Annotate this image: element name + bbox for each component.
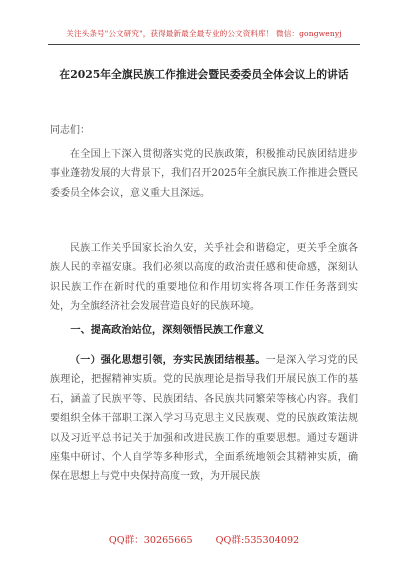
- body-paragraph-1: 在全国上下深入贯彻落实党的民族政策，积极推动民族团结进步事业蓬勃发展的大背景下，我们召开2025年全旗民族工作推进会暨民委委员全体会议，意义重大且深远。: [50, 149, 358, 199]
- footer-contact: [0, 532, 408, 546]
- section-heading: 一、提高政治站位，深刻领悟民族工作意义: [70, 324, 264, 336]
- footer-qq-group-2: QQ群:535304092: [215, 535, 300, 546]
- document-title: 在2025年全旗民族工作推进会暨民委委员全体会议上的讲话: [59, 68, 349, 81]
- subsection-text: 一是深入学习党的民族理论，把握精神实质。党的民族理论是指导我们开展民族工作的基石，涵盖了民族平等、民族团结、各民族共同繁荣等核心内容。我们要组织全体干部职工深入学习马克思主义民族观、党的民族政策法规以及习近平总书记关于加强和改进民族工作的重要思想。通过专题讲座集中研讨、个人自学等多种形式，全面系统地领会其精神实质，确保在思想上与党中央保持高度一致，为开展民族: [50, 355, 359, 483]
- header-promo-note: 关注头条号"公文研究"，获得最新最全最专业的公文资料库！ 微信：gongwenyj: [66, 29, 342, 38]
- body-paragraph-2: 民族工作关乎国家长治久安，关乎社会和谐稳定，更关乎全旗各族人民的幸福安康。我们必须以高度的政治责任感和使命感，深刻认识民族工作在新时代的重要地位和作用切实将各项工作任务落到实处，为全旗经济社会发展营造良好的民族环境。: [50, 243, 358, 313]
- subsection-paragraph: [50, 351, 358, 487]
- salutation: 同志们：: [50, 125, 90, 136]
- header-divider: [48, 44, 360, 45]
- footer-qq-group-1: QQ群：30265665: [108, 535, 193, 546]
- subsection-heading: （一）强化思想引领，夯实民族团结根基。: [70, 355, 266, 366]
